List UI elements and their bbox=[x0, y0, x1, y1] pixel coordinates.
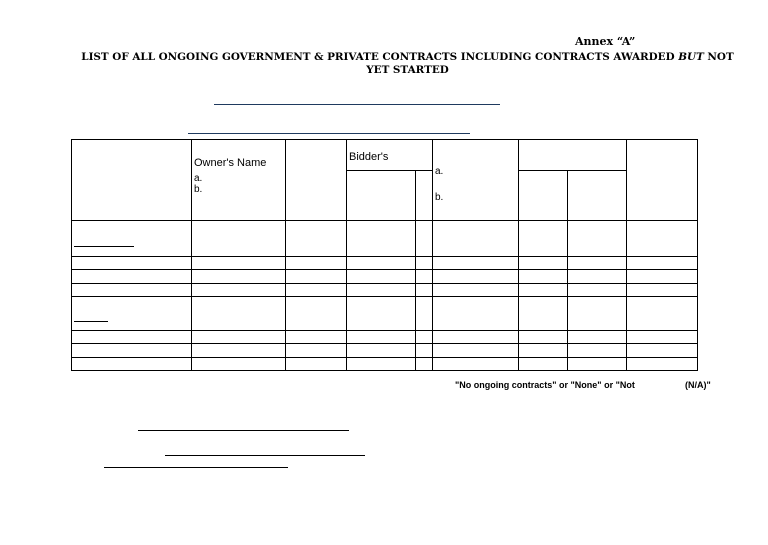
business-blank-line[interactable] bbox=[188, 133, 470, 134]
note-na: (N/A)" bbox=[685, 380, 711, 390]
signature-line-2[interactable] bbox=[165, 455, 365, 456]
signature-line-1[interactable] bbox=[138, 430, 349, 431]
owner-item-b: b. bbox=[194, 184, 203, 195]
title-emphasis: BUT bbox=[678, 51, 704, 63]
title-part-1: LIST OF ALL ONGOING GOVERNMENT & PRIVATE CONTRACTS INCLUDING CONTRACTS AWARDED bbox=[81, 51, 679, 63]
document-title bbox=[70, 51, 745, 77]
column-item-a: a. bbox=[435, 166, 444, 177]
instruction-note bbox=[455, 380, 711, 390]
owner-item-a: a. bbox=[194, 173, 203, 184]
note-text: "No ongoing contracts" or "None" or "Not bbox=[455, 380, 635, 390]
contracts-table bbox=[71, 139, 698, 371]
bidders-header: Bidder's bbox=[349, 151, 389, 163]
signature-line-3[interactable] bbox=[104, 467, 288, 468]
column-item-b: b. bbox=[435, 192, 444, 203]
table-grid bbox=[71, 139, 698, 371]
annex-label: Annex “A” bbox=[575, 35, 636, 48]
name-blank-line[interactable] bbox=[214, 104, 500, 105]
title-part-2: NOT YET STARTED bbox=[366, 51, 734, 76]
owners-name-header: Owner's Name bbox=[194, 157, 267, 169]
